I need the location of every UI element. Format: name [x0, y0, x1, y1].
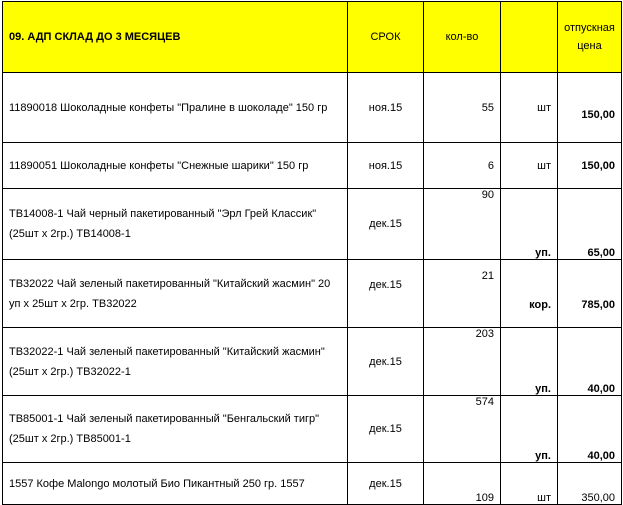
price-cell: 150,00 — [558, 143, 622, 189]
price-cell: 40,00 — [558, 328, 622, 396]
unit-cell: уп. — [501, 396, 558, 463]
price-cell: 350,00 — [558, 463, 622, 505]
price-header-line1: отпускная — [564, 22, 615, 34]
qty-cell: 6 — [424, 143, 501, 189]
unit-cell: уп. — [501, 328, 558, 396]
price-header — [558, 2, 622, 73]
term-cell: дек.15 — [348, 463, 424, 505]
unit-cell: шт — [501, 463, 558, 505]
term-cell: дек.15 — [348, 189, 424, 260]
unit-header — [501, 2, 558, 73]
qty-cell: 90 — [424, 189, 501, 260]
price-header-line2: цена — [577, 40, 602, 52]
price-cell: 150,00 — [558, 73, 622, 143]
table-row — [3, 396, 622, 463]
unit-cell: шт — [501, 143, 558, 189]
qty-cell: 574 — [424, 396, 501, 463]
unit-cell: уп. — [501, 189, 558, 260]
sheet-title: 09. АДП СКЛАД ДО 3 МЕСЯЦЕВ — [3, 2, 348, 73]
table-row — [3, 73, 622, 143]
term-cell: дек.15 — [348, 260, 424, 328]
unit-cell: шт — [501, 73, 558, 143]
term-cell: дек.15 — [348, 396, 424, 463]
product-name: 11890051 Шоколадные конфеты "Снежные шарики" 150 гр — [3, 143, 348, 189]
unit-cell: кор. — [501, 260, 558, 328]
qty-cell: 55 — [424, 73, 501, 143]
product-name: ТВ14008-1 Чай черный пакетированный "Эрл Грей Классик" (25шт х 2гр.) ТВ14008-1 — [3, 189, 348, 260]
product-name: ТВ32022-1 Чай зеленый пакетированный "Китайский жасмин" (25шт х 2гр.) ТВ32022-1 — [3, 328, 348, 396]
table-row — [3, 143, 622, 189]
qty-cell: 109 — [424, 463, 501, 505]
term-cell: дек.15 — [348, 328, 424, 396]
price-table — [2, 1, 622, 505]
price-cell: 785,00 — [558, 260, 622, 328]
qty-cell: 21 — [424, 260, 501, 328]
table-row — [3, 260, 622, 328]
price-cell: 65,00 — [558, 189, 622, 260]
qty-cell: 203 — [424, 328, 501, 396]
table-row — [3, 328, 622, 396]
term-cell: ноя.15 — [348, 73, 424, 143]
term-cell: ноя.15 — [348, 143, 424, 189]
table-row — [3, 189, 622, 260]
term-header: СРОК — [348, 2, 424, 73]
qty-header: кол-во — [424, 2, 501, 73]
header-row — [3, 2, 622, 73]
product-name: 1557 Кофе Malongo молотый Био Пикантный 250 гр. 1557 — [3, 463, 348, 505]
product-name: ТВ85001-1 Чай зеленый пакетированный "Бенгальский тигр" (25шт х 2гр.) ТВ85001-1 — [3, 396, 348, 463]
product-name: ТВ32022 Чай зеленый пакетированный "Китайский жасмин" 20 уп х 25шт х 2гр. ТВ32022 — [3, 260, 348, 328]
price-cell: 40,00 — [558, 396, 622, 463]
table-row — [3, 463, 622, 505]
product-name: 11890018 Шоколадные конфеты "Пралине в шоколаде" 150 гр — [3, 73, 348, 143]
